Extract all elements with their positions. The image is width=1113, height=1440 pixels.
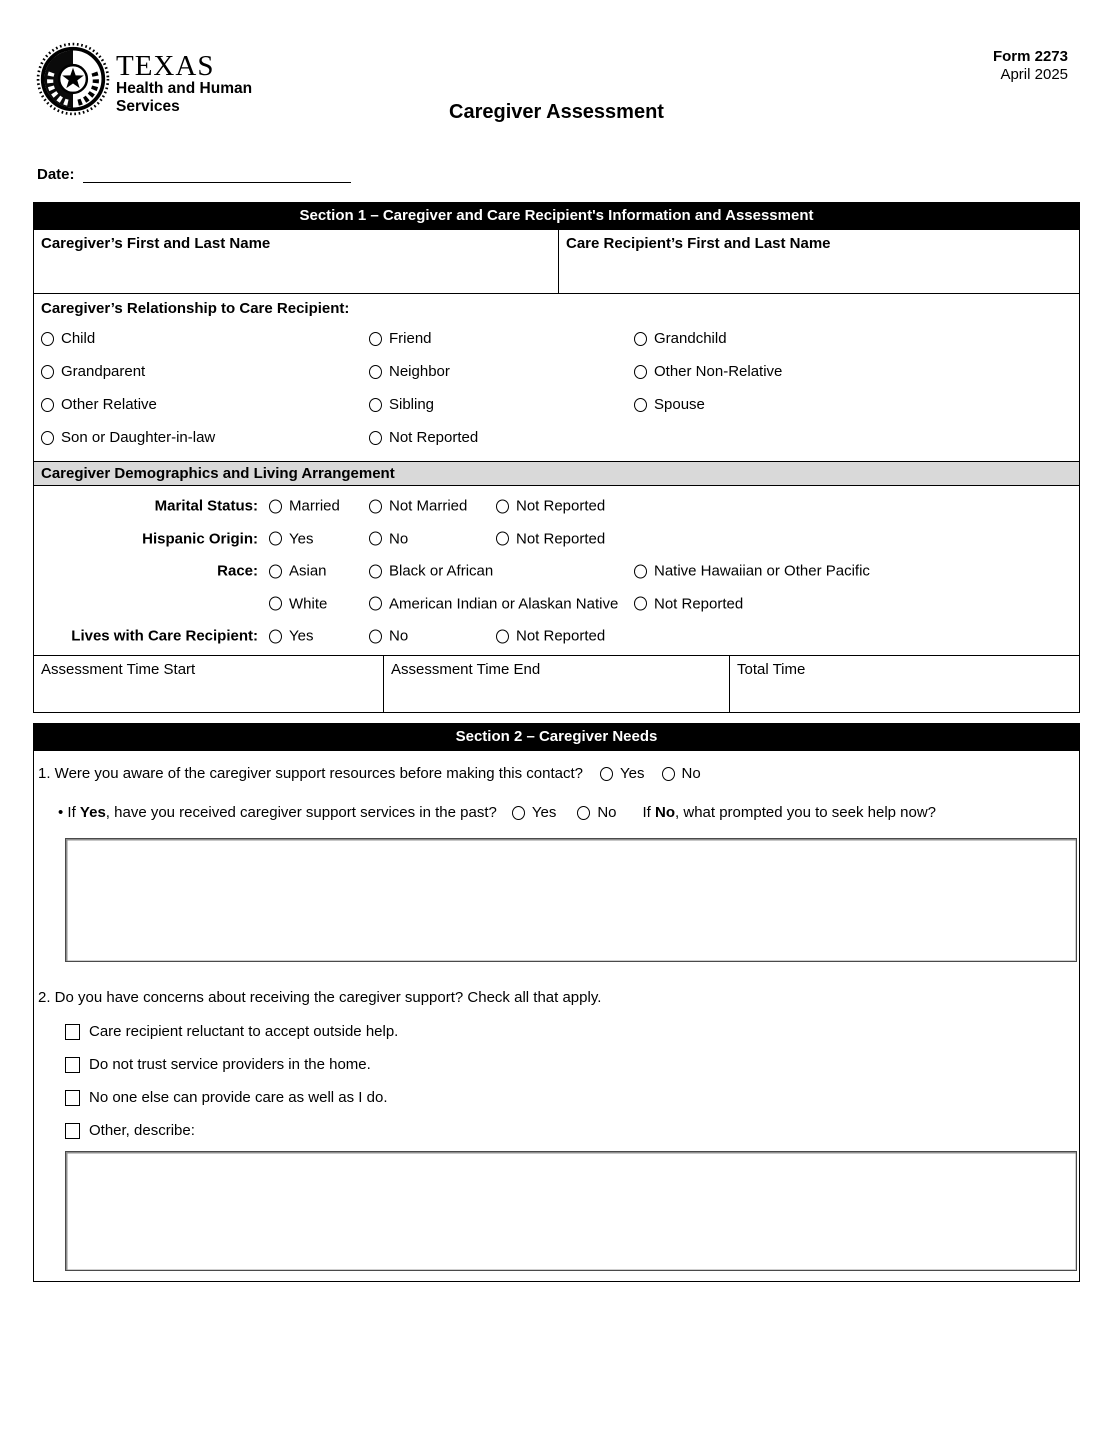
race-white: White	[269, 595, 327, 612]
radio-button-icon[interactable]	[496, 499, 509, 513]
hispanic-origin-label: Hispanic Origin:	[142, 530, 258, 548]
assessment-time-start-field[interactable]	[34, 656, 383, 712]
radio-button-icon[interactable]	[600, 767, 613, 781]
radio-button-icon[interactable]	[634, 332, 647, 346]
form-number: Form 2273	[992, 48, 1068, 65]
q1-sub-no: No	[577, 804, 616, 821]
assessment-time-end-label: Assessment Time End	[391, 660, 541, 678]
hispanic-not-reported: Not Reported	[496, 530, 605, 547]
recipient-name-label: Care Recipient’s First and Last Name	[566, 235, 831, 252]
radio-button-icon[interactable]	[662, 767, 675, 781]
relationship-option-son-daughter-in-law: Son or Daughter-in-law	[41, 429, 369, 446]
radio-button-icon[interactable]	[369, 431, 382, 445]
q2-option-trust: Do not trust service providers in the home.	[34, 1048, 1079, 1081]
radio-button-icon[interactable]	[41, 365, 54, 379]
question-1	[34, 764, 1079, 783]
logo-sub-line2: Services	[116, 98, 180, 115]
radio-button-icon[interactable]	[41, 398, 54, 412]
radio-button-icon[interactable]	[577, 806, 590, 820]
relationship-option-sibling: Sibling	[369, 396, 634, 413]
total-time-label: Total Time	[737, 660, 806, 678]
radio-button-icon[interactable]	[41, 332, 54, 346]
lives-no: No	[369, 628, 408, 645]
demographics-header: Caregiver Demographics and Living Arrangement	[34, 461, 1079, 486]
relationship-option-other-non-relative: Other Non-Relative	[634, 363, 1079, 380]
form-date: April 2025	[1000, 66, 1068, 83]
radio-button-icon[interactable]	[496, 532, 509, 546]
relationship-option-neighbor: Neighbor	[369, 363, 634, 380]
radio-button-icon[interactable]	[269, 564, 282, 578]
radio-button-icon[interactable]	[41, 431, 54, 445]
q1-sub-text: • If Yes, have you received caregiver support services in the past?	[58, 804, 497, 821]
date-input[interactable]	[83, 163, 351, 183]
demographics-block	[34, 486, 1079, 655]
question-1-sub	[34, 803, 1079, 822]
race-label: Race:	[217, 562, 258, 580]
radio-button-icon[interactable]	[369, 532, 382, 546]
assessment-time-row	[34, 655, 1079, 712]
radio-button-icon[interactable]	[496, 629, 509, 643]
relationship-option-grandparent: Grandparent	[41, 363, 369, 380]
section-1-header: Section 1 – Caregiver and Care Recipient's Information and Assessment	[34, 202, 1079, 230]
marital-married: Married	[269, 498, 340, 515]
q1-no: No	[662, 765, 701, 782]
checkbox-icon[interactable]	[65, 1090, 80, 1106]
lives-yes: Yes	[269, 628, 313, 645]
relationship-block	[34, 294, 1079, 461]
question-1-text: 1. Were you aware of the caregiver support resources before making this contact?	[38, 765, 584, 782]
q2-option-other: Other, describe:	[34, 1114, 1079, 1147]
lives-with-label: Lives with Care Recipient:	[71, 627, 258, 645]
relationship-option-spouse: Spouse	[634, 396, 1079, 413]
race-american-indian: American Indian or Alaskan Native	[369, 595, 618, 612]
section-2	[33, 723, 1080, 1282]
q2-other-describe-textarea[interactable]	[65, 1151, 1077, 1271]
relationship-option-grandchild: Grandchild	[634, 330, 1079, 347]
relationship-option-child: Child	[41, 330, 369, 347]
recipient-name-field[interactable]	[558, 230, 1079, 293]
q2-option-reluctant: Care recipient reluctant to accept outside help.	[34, 1015, 1079, 1048]
radio-button-icon[interactable]	[634, 597, 647, 611]
q1-yes: Yes	[600, 765, 644, 782]
radio-button-icon[interactable]	[369, 499, 382, 513]
date-row	[37, 163, 351, 183]
lives-not-reported: Not Reported	[496, 628, 605, 645]
assessment-time-end-field[interactable]	[383, 656, 729, 712]
relationship-option-not-reported: Not Reported	[369, 429, 634, 446]
checkbox-icon[interactable]	[65, 1024, 80, 1040]
race-native-hawaiian: Native Hawaiian or Other Pacific	[634, 563, 870, 580]
page-title: Caregiver Assessment	[449, 101, 664, 123]
radio-button-icon[interactable]	[369, 597, 382, 611]
radio-button-icon[interactable]	[634, 564, 647, 578]
date-label: Date:	[37, 166, 75, 183]
caregiver-name-label: Caregiver’s First and Last Name	[41, 235, 271, 252]
radio-button-icon[interactable]	[269, 597, 282, 611]
name-row	[34, 230, 1079, 294]
radio-button-icon[interactable]	[512, 806, 525, 820]
radio-button-icon[interactable]	[369, 629, 382, 643]
relationship-option-friend: Friend	[369, 330, 634, 347]
radio-button-icon[interactable]	[634, 365, 647, 379]
radio-button-icon[interactable]	[634, 398, 647, 412]
radio-button-icon[interactable]	[269, 532, 282, 546]
form-identifier	[993, 48, 1068, 84]
caregiver-name-field[interactable]	[34, 230, 558, 293]
race-black-or-african: Black or African	[369, 563, 493, 580]
section-1	[33, 202, 1080, 713]
q1-ifno-text: If No, what prompted you to seek help now?	[642, 804, 937, 821]
relationship-label: Caregiver’s Relationship to Care Recipient:	[41, 300, 350, 317]
radio-button-icon[interactable]	[369, 564, 382, 578]
radio-button-icon[interactable]	[369, 398, 382, 412]
race-not-reported: Not Reported	[634, 595, 743, 612]
q1-sub-yes: Yes	[512, 804, 556, 821]
logo-sub-line1: Health and Human	[116, 80, 253, 97]
marital-not-reported: Not Reported	[496, 498, 605, 515]
race-asian: Asian	[269, 563, 327, 580]
q2-option-no-one-else: No one else can provide care as well as I do.	[34, 1081, 1079, 1114]
checkbox-icon[interactable]	[65, 1123, 80, 1139]
total-time-field[interactable]	[729, 656, 1079, 712]
relationship-option-other-relative: Other Relative	[41, 396, 369, 413]
q2-checklist	[34, 1015, 1079, 1147]
question-2-text: 2. Do you have concerns about receiving the caregiver support? Check all that apply.	[38, 989, 602, 1006]
q1-response-textarea[interactable]	[65, 838, 1077, 962]
radio-button-icon[interactable]	[269, 499, 282, 513]
logo-texas: TEXAS	[116, 50, 215, 82]
hispanic-no: No	[369, 530, 408, 547]
hispanic-yes: Yes	[269, 530, 313, 547]
checkbox-icon[interactable]	[65, 1057, 80, 1073]
radio-button-icon[interactable]	[369, 332, 382, 346]
radio-button-icon[interactable]	[269, 629, 282, 643]
section-2-header: Section 2 – Caregiver Needs	[34, 723, 1079, 751]
marital-status-label: Marital Status:	[154, 497, 258, 515]
assessment-time-start-label: Assessment Time Start	[41, 660, 196, 678]
radio-button-icon[interactable]	[369, 365, 382, 379]
question-2	[34, 988, 1079, 1007]
marital-not-married: Not Married	[369, 498, 467, 515]
